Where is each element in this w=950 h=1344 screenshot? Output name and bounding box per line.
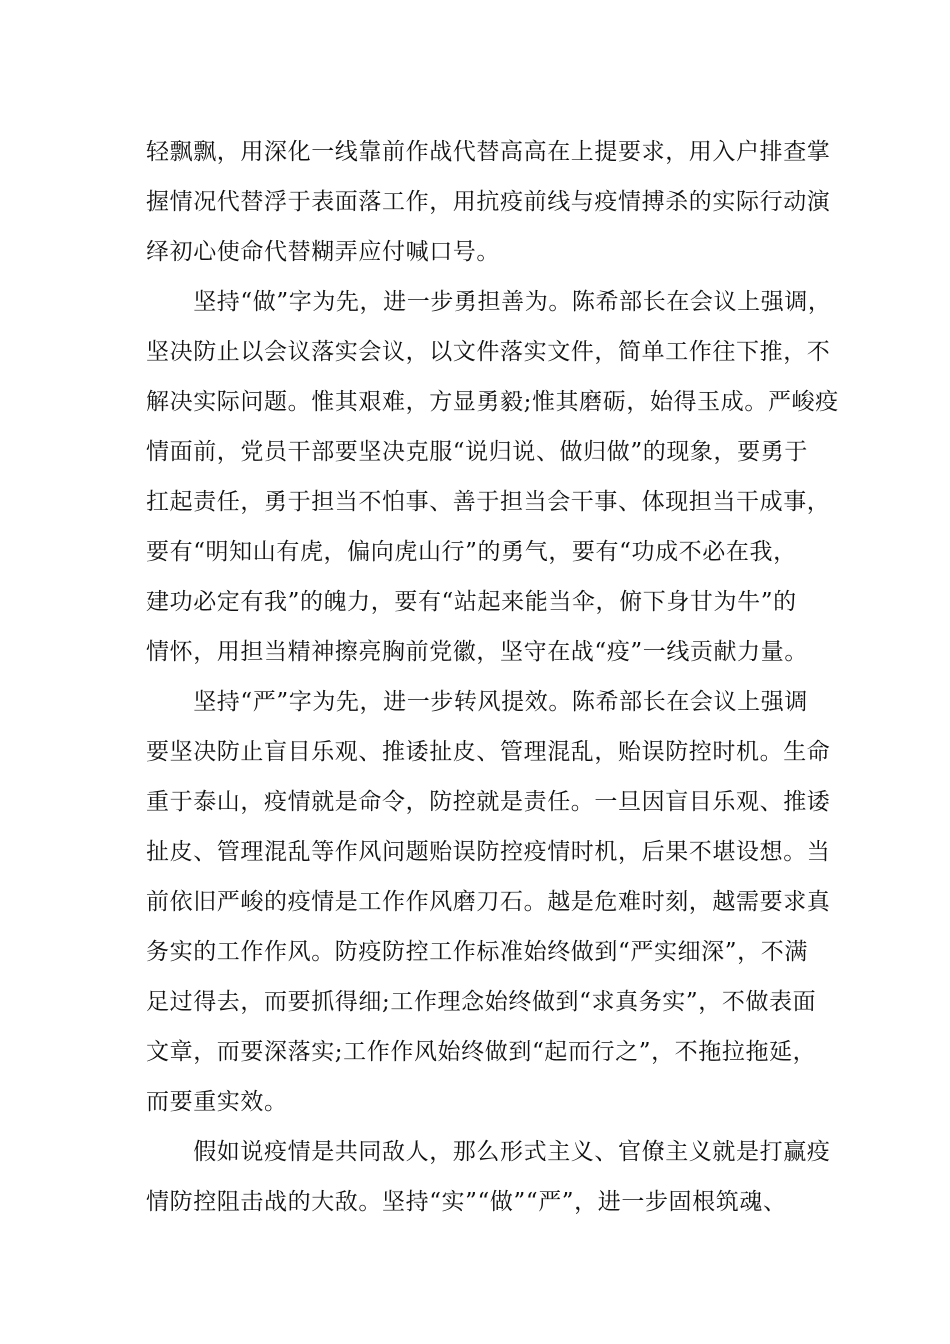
text-line: 要有“明知山有虎，偏向虎山行”的勇气，要有“功成不必在我， xyxy=(146,539,797,565)
text-line: 解决实际问题。惟其艰难，方显勇毅;惟其磨砺，始得玉成。严峻疫 xyxy=(146,389,839,415)
text-line: 扯皮、管理混乱等作风问题贻误防控疫情时机，后果不堪设想。当 xyxy=(146,839,831,865)
text-line: 假如说疫情是共同敌人，那么形式主义、官僚主义就是打赢疫 xyxy=(146,1139,831,1165)
text-line: 情面前，党员干部要坚决克服“说归说、做归做”的现象，要勇于 xyxy=(146,439,808,465)
text-line: 前依旧严峻的疫情是工作作风磨刀石。越是危难时刻，越需要求真 xyxy=(146,889,831,915)
text-line: 而要重实效。 xyxy=(146,1089,288,1115)
text-line: 要坚决防止盲目乐观、推诿扯皮、管理混乱，贻误防控时机。生命 xyxy=(146,739,831,765)
text-line: 情防控阻击战的大敌。坚持“实”“做”“严”，进一步固根筑魂、 xyxy=(146,1189,787,1215)
text-line: 建功必定有我”的魄力，要有“站起来能当伞，俯下身甘为牛”的 xyxy=(146,589,797,615)
text-line: 轻飘飘，用深化一线靠前作战代替高高在上提要求，用入户排查掌 xyxy=(146,139,831,165)
text-line: 足过得去，而要抓得细;工作理念始终做到“求真务实”，不做表面 xyxy=(146,989,817,1015)
text-line: 扛起责任，勇于担当不怕事、善于担当会干事、体现担当干成事， xyxy=(146,489,831,515)
text-line: 绎初心使命代替糊弄应付喊口号。 xyxy=(146,239,500,265)
text-line: 坚决防止以会议落实会议，以文件落实文件，简单工作往下推，不 xyxy=(146,339,831,365)
text-line: 务实的工作作风。防疫防控工作标准始终做到“严实细深”，不满 xyxy=(146,939,808,965)
body-text xyxy=(146,127,839,1227)
text-line: 坚持“做”字为先，进一步勇担善为。陈希部长在会议上强调， xyxy=(146,289,832,315)
text-line: 文章，而要深落实;工作作风始终做到“起而行之”，不拖拉拖延， xyxy=(146,1039,817,1065)
text-line: 握情况代替浮于表面落工作，用抗疫前线与疫情搏杀的实际行动演 xyxy=(146,189,831,215)
text-line: 情怀，用担当精神擦亮胸前党徽，坚守在战“疫”一线贡献力量。 xyxy=(146,639,808,665)
text-line: 重于泰山，疫情就是命令，防控就是责任。一旦因盲目乐观、推诿 xyxy=(146,789,831,815)
text-line: 坚持“严”字为先，进一步转风提效。陈希部长在会议上强调 xyxy=(146,689,808,715)
